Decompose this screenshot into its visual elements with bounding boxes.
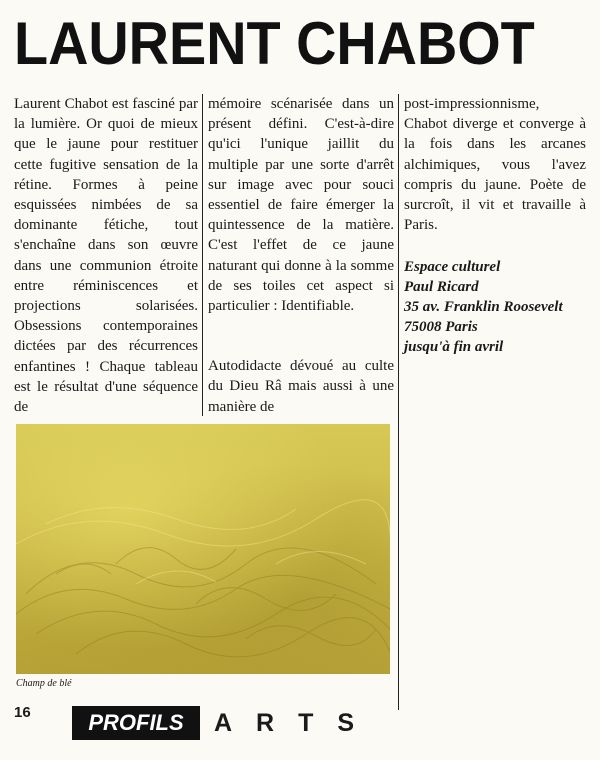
venue-line: 35 av. Franklin Roosevelt [404,299,563,316]
text-column-3 [404,94,586,357]
image-caption: Champ de blé [16,678,72,689]
venue-line: 75008 Paris [404,319,478,336]
venue-line: Paul Ricard [404,279,479,296]
body-paragraph: Laurent Chabot est fasciné par la lumière. Or quoi de mieux que le jaune pour restituer cette fugitive sensation de la rétine. Formes à peine esquissées nimbées de sa dominante fétiche, tout s'enchaîne dans son œuvre dans une communion étroite entre réminiscences et projections solarisées. Obsessions contemporaines dictées par des récurrences enfantines ! Chaque tableau est le résultat d'une séquence de [14,96,198,416]
wheat-texture [16,424,390,674]
body-paragraph: Autodidacte dévoué au culte du Dieu Râ mais aussi à une manière de [208,358,394,415]
column-divider [202,94,203,416]
column-divider [398,94,399,710]
body-paragraph: mémoire scénarisée dans un présent défini. C'est-à-dire qu'ici l'unique jaillit du multiple par une sorte d'arrêt sur image avec pour souci essentiel de faire émerger la quintessence de la matière. C'est l'effet de ce jaune naturant qui donne à la somme de ses toiles cet aspect si particulier : Identifiable. [208,96,394,315]
venue-line: jusqu'à fin avril [404,339,504,356]
body-paragraph: post-impressionnisme, Chabot diverge et converge à la fois dans les arcanes alchimiques, vous l'avez compris du jaune. Poète de surcroît, il vit et travaille à Paris. [404,96,586,234]
category-label: ARTS [214,709,379,737]
section-label: PROFILS [72,706,200,740]
painting-image [16,424,390,674]
text-column-1 [14,94,198,417]
text-column-2 [208,94,394,417]
article-title: LAURENT CHABOT [14,10,535,77]
page-number: 16 [14,704,31,721]
venue-line: Espace culturel [404,259,501,276]
exhibition-info [404,257,586,357]
